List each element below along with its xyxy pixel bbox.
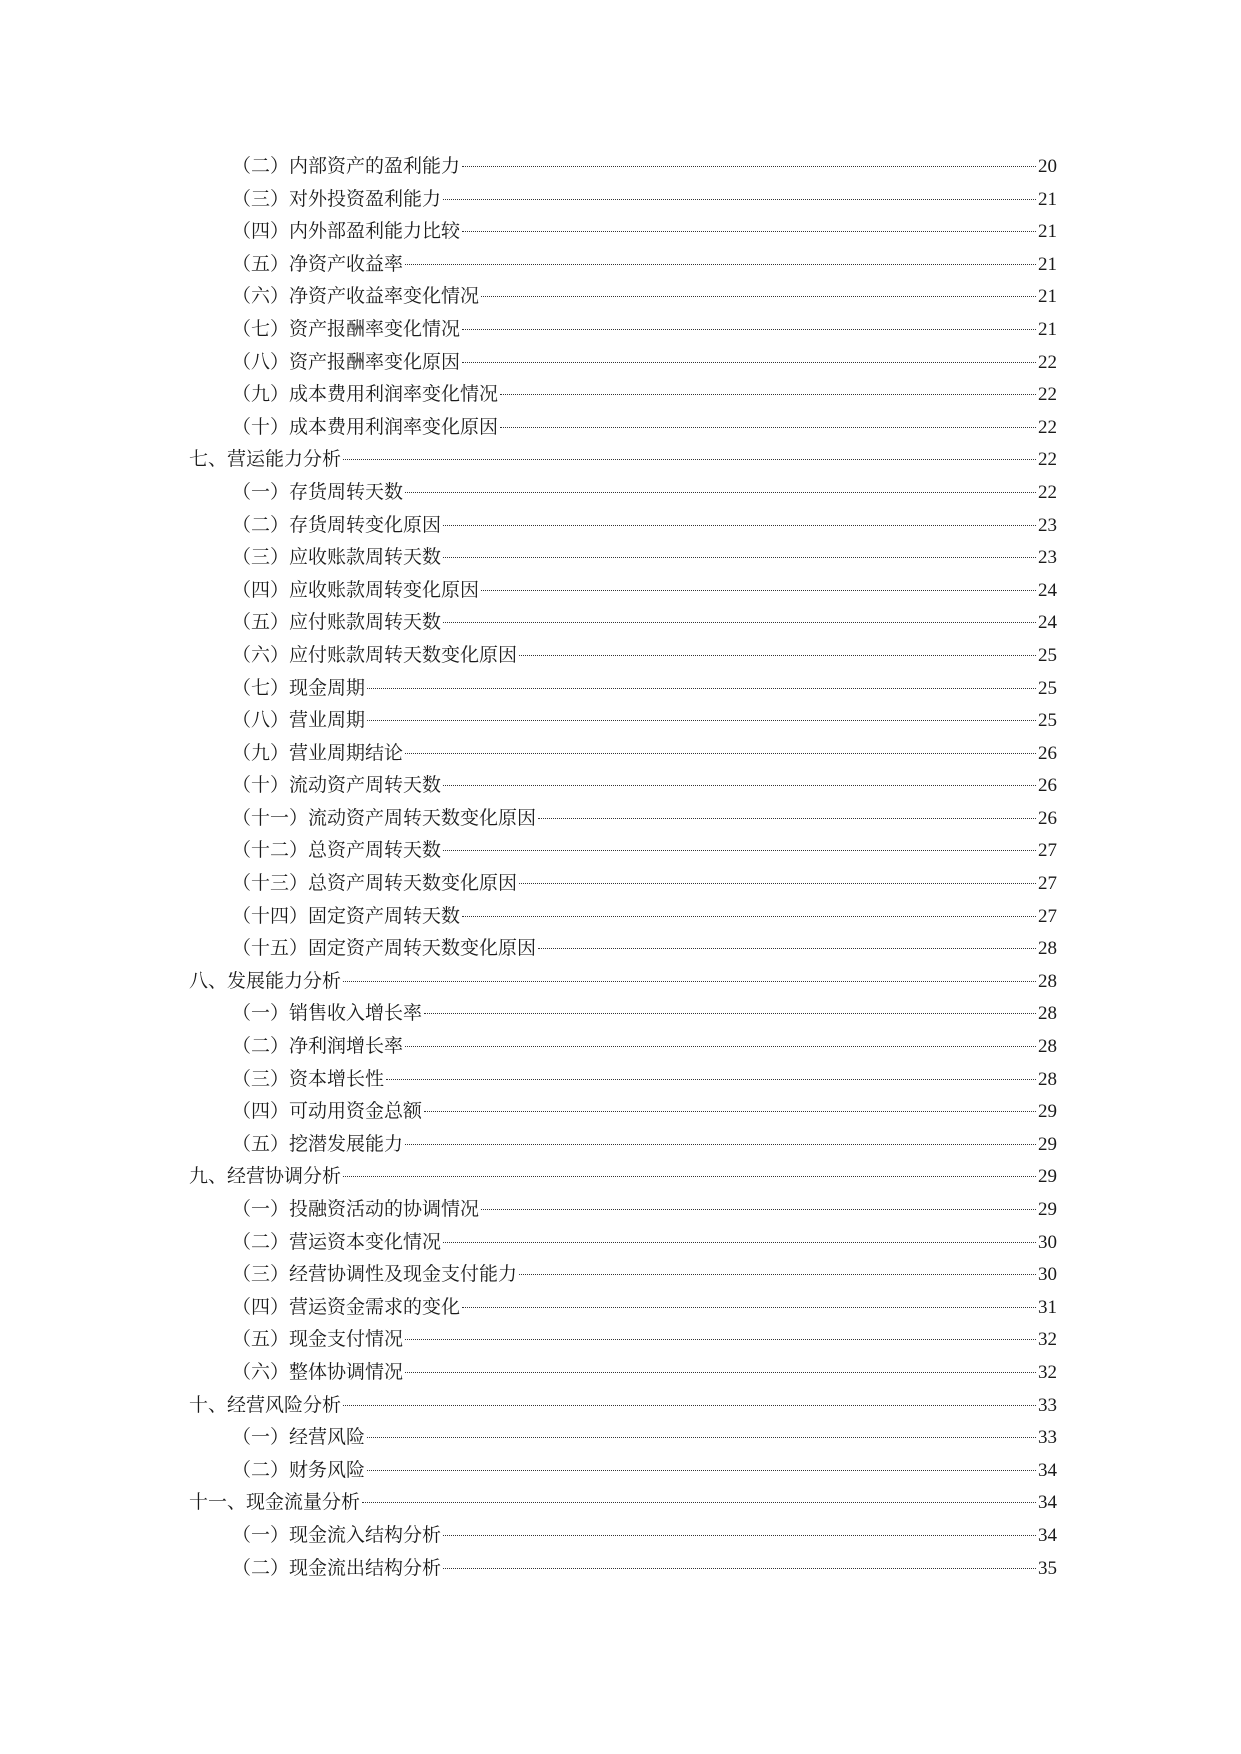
dot-leader [462, 361, 1036, 363]
toc-subsection-entry[interactable] [189, 313, 1057, 346]
toc-subsection-entry[interactable] [189, 606, 1057, 639]
toc-entry-label: （十四）固定资产周转天数 [232, 904, 461, 927]
toc-page-number: 29 [1038, 1199, 1057, 1220]
toc-page-number: 23 [1038, 547, 1057, 569]
toc-entry-label: （一）销售收入增长率 [232, 1002, 423, 1025]
dot-leader [405, 752, 1036, 754]
toc-subsection-entry[interactable] [189, 574, 1057, 607]
toc-entry-label: （一）存货周转天数 [232, 480, 404, 503]
dot-leader [405, 491, 1036, 493]
dot-leader [538, 947, 1036, 949]
toc-page-number: 35 [1038, 1557, 1057, 1579]
toc-page-number: 21 [1038, 221, 1057, 243]
toc-entry-label: （三）资本增长性 [232, 1067, 385, 1090]
toc-entry-label: （五）应付账款周转天数 [232, 611, 442, 634]
toc-page-number: 24 [1038, 579, 1057, 601]
toc-entry-label: 七、营运能力分析 [189, 448, 342, 471]
toc-entry-label: （四）营运资金需求的变化 [232, 1295, 461, 1318]
toc-subsection-entry[interactable] [189, 150, 1057, 183]
dot-leader [443, 784, 1036, 786]
dot-leader [343, 458, 1036, 460]
toc-subsection-entry[interactable] [189, 802, 1057, 835]
toc-page-number: 27 [1038, 873, 1057, 895]
dot-leader [343, 1404, 1036, 1406]
toc-subsection-entry[interactable] [189, 1323, 1057, 1356]
toc-page-number: 34 [1038, 1524, 1057, 1546]
toc-subsection-entry[interactable] [189, 1552, 1057, 1585]
toc-entry-label: （五）净资产收益率 [232, 252, 404, 275]
toc-subsection-entry[interactable] [189, 704, 1057, 737]
dot-leader [367, 719, 1036, 721]
toc-entry-label: （一）现金流入结构分析 [232, 1523, 442, 1546]
dot-leader [367, 1469, 1036, 1471]
toc-page-number: 32 [1038, 1361, 1057, 1383]
toc-entry-label: （二）存货周转变化原因 [232, 513, 442, 536]
toc-subsection-entry[interactable] [189, 997, 1057, 1030]
toc-entry-label: （二）营运资本变化情况 [232, 1230, 442, 1253]
toc-entry-label: （十三）总资产周转天数变化原因 [232, 872, 518, 895]
toc-page-number: 28 [1038, 1036, 1057, 1058]
toc-page-number: 29 [1038, 1101, 1057, 1123]
toc-subsection-entry[interactable] [189, 476, 1057, 509]
dot-leader [343, 980, 1036, 982]
dot-leader [462, 230, 1036, 232]
toc-section-entry[interactable] [189, 1160, 1057, 1193]
toc-entry-label: （一）经营风险 [232, 1426, 366, 1449]
toc-subsection-entry[interactable] [189, 834, 1057, 867]
toc-page-number: 30 [1038, 1264, 1057, 1286]
toc-entry-label: （二）财务风险 [232, 1458, 366, 1481]
dot-leader [500, 426, 1036, 428]
toc-entry-label: （三）应收账款周转天数 [232, 546, 442, 569]
dot-leader [519, 654, 1036, 656]
toc-subsection-entry[interactable] [189, 1291, 1057, 1324]
toc-page-number: 21 [1038, 188, 1057, 210]
dot-leader [462, 1306, 1036, 1308]
dot-leader [481, 295, 1036, 297]
toc-subsection-entry[interactable] [189, 1258, 1057, 1291]
toc-subsection-entry[interactable] [189, 932, 1057, 965]
dot-leader [367, 687, 1036, 689]
toc-page-number: 33 [1038, 1427, 1057, 1449]
toc-page-number: 27 [1038, 905, 1057, 927]
toc-page-number: 23 [1038, 514, 1057, 536]
dot-leader [443, 198, 1036, 200]
toc-page-number: 22 [1038, 481, 1057, 503]
toc-entry-label: （六）整体协调情况 [232, 1360, 404, 1383]
toc-entry-label: （九）营业周期结论 [232, 741, 404, 764]
toc-entry-label: （四）内外部盈利能力比较 [232, 220, 461, 243]
toc-subsection-entry[interactable] [189, 867, 1057, 900]
toc-page-number: 34 [1038, 1459, 1057, 1481]
dot-leader [462, 165, 1036, 167]
toc-page-number: 24 [1038, 612, 1057, 634]
toc-page-number: 28 [1038, 1003, 1057, 1025]
toc-subsection-entry[interactable] [189, 769, 1057, 802]
toc-subsection-entry[interactable] [189, 900, 1057, 933]
toc-page-number: 27 [1038, 840, 1057, 862]
dot-leader [462, 915, 1036, 917]
toc-entry-label: 十、经营风险分析 [189, 1393, 342, 1416]
toc-entry-label: （十五）固定资产周转天数变化原因 [232, 937, 537, 960]
toc-subsection-entry[interactable] [189, 509, 1057, 542]
toc-entry-label: 九、经营协调分析 [189, 1165, 342, 1188]
toc-page-number: 29 [1038, 1166, 1057, 1188]
dot-leader [481, 589, 1036, 591]
toc-page-number: 21 [1038, 253, 1057, 275]
toc-subsection-entry[interactable] [189, 639, 1057, 672]
toc-subsection-entry[interactable] [189, 1063, 1057, 1096]
toc-entry-label: （二）净利润增长率 [232, 1035, 404, 1058]
toc-page-number: 28 [1038, 938, 1057, 960]
dot-leader [443, 849, 1036, 851]
toc-page-number: 26 [1038, 742, 1057, 764]
toc-entry-label: （六）应付账款周转天数变化原因 [232, 643, 518, 666]
toc-subsection-entry[interactable] [189, 183, 1057, 216]
dot-leader [519, 1273, 1036, 1275]
toc-page-number: 25 [1038, 644, 1057, 666]
toc-entry-label: （八）营业周期 [232, 709, 366, 732]
toc-subsection-entry[interactable] [189, 1519, 1057, 1552]
toc-page-number: 31 [1038, 1296, 1057, 1318]
dot-leader [405, 1143, 1036, 1145]
dot-leader [500, 393, 1036, 395]
toc-subsection-entry[interactable] [189, 1226, 1057, 1259]
toc-entry-label: （十）成本费用利润率变化原因 [232, 415, 499, 438]
toc-entry-label: （五）现金支付情况 [232, 1328, 404, 1351]
toc-page-number: 30 [1038, 1231, 1057, 1253]
toc-page-number: 22 [1038, 449, 1057, 471]
dot-leader [538, 817, 1036, 819]
toc-entry-label: 十一、现金流量分析 [189, 1491, 361, 1514]
toc-page-number: 28 [1038, 1068, 1057, 1090]
toc-subsection-entry[interactable] [189, 672, 1057, 705]
toc-subsection-entry[interactable] [189, 1095, 1057, 1128]
dot-leader [443, 621, 1036, 623]
toc-subsection-entry[interactable] [189, 1454, 1057, 1487]
dot-leader [424, 1012, 1036, 1014]
dot-leader [424, 1110, 1036, 1112]
toc-entry-label: （十）流动资产周转天数 [232, 774, 442, 797]
toc-entry-label: （七）现金周期 [232, 676, 366, 699]
dot-leader [405, 1371, 1036, 1373]
toc-page-number: 25 [1038, 710, 1057, 732]
toc-subsection-entry[interactable] [189, 346, 1057, 379]
dot-leader [405, 263, 1036, 265]
toc-page-number: 22 [1038, 384, 1057, 406]
toc-subsection-entry[interactable] [189, 737, 1057, 770]
toc-entry-label: （三）对外投资盈利能力 [232, 187, 442, 210]
toc-entry-label: （十一）流动资产周转天数变化原因 [232, 806, 537, 829]
toc-page-number: 26 [1038, 775, 1057, 797]
toc-page-number: 21 [1038, 286, 1057, 308]
toc-entry-label: （七）资产报酬率变化情况 [232, 317, 461, 340]
toc-page-number: 20 [1038, 156, 1057, 177]
toc-section-entry[interactable] [189, 443, 1057, 476]
toc-subsection-entry[interactable] [189, 215, 1057, 248]
toc-entry-label: （三）经营协调性及现金支付能力 [232, 1263, 518, 1286]
toc-entry-label: （八）资产报酬率变化原因 [232, 350, 461, 373]
toc-subsection-entry[interactable] [189, 1356, 1057, 1389]
toc-page-number: 21 [1038, 318, 1057, 340]
dot-leader [443, 556, 1036, 558]
toc-subsection-entry[interactable] [189, 411, 1057, 444]
toc-entry-label: （一）投融资活动的协调情况 [232, 1198, 480, 1220]
dot-leader [443, 524, 1036, 526]
dot-leader [405, 1045, 1036, 1047]
dot-leader [362, 1501, 1036, 1503]
dot-leader [343, 1175, 1036, 1177]
toc-entry-label: 八、发展能力分析 [189, 969, 342, 992]
toc-entry-label: （二）内部资产的盈利能力 [232, 155, 461, 177]
toc-subsection-entry[interactable] [189, 378, 1057, 411]
toc-page-number: 34 [1038, 1492, 1057, 1514]
dot-leader [386, 1078, 1036, 1080]
dot-leader [405, 1338, 1036, 1340]
toc-page-number: 33 [1038, 1394, 1057, 1416]
toc-subsection-entry[interactable] [189, 1030, 1057, 1063]
table-of-contents [189, 150, 1057, 1584]
toc-page-number: 29 [1038, 1133, 1057, 1155]
dot-leader [519, 882, 1036, 884]
toc-subsection-entry[interactable] [189, 1421, 1057, 1454]
toc-entry-label: （六）净资产收益率变化情况 [232, 285, 480, 308]
dot-leader [443, 1534, 1036, 1536]
toc-section-entry[interactable] [189, 1486, 1057, 1519]
dot-leader [443, 1567, 1036, 1569]
toc-section-entry[interactable] [189, 965, 1057, 998]
toc-section-entry[interactable] [189, 1389, 1057, 1422]
toc-page-number: 25 [1038, 677, 1057, 699]
toc-subsection-entry[interactable] [189, 541, 1057, 574]
toc-subsection-entry[interactable] [189, 1193, 1057, 1226]
toc-page-number: 26 [1038, 807, 1057, 829]
toc-entry-label: （四）可动用资金总额 [232, 1100, 423, 1123]
toc-page-number: 22 [1038, 416, 1057, 438]
dot-leader [481, 1208, 1036, 1210]
toc-subsection-entry[interactable] [189, 248, 1057, 281]
toc-entry-label: （十二）总资产周转天数 [232, 839, 442, 862]
dot-leader [462, 328, 1036, 330]
toc-entry-label: （二）现金流出结构分析 [232, 1556, 442, 1579]
toc-entry-label: （五）挖潜发展能力 [232, 1132, 404, 1155]
toc-entry-label: （四）应收账款周转变化原因 [232, 578, 480, 601]
toc-subsection-entry[interactable] [189, 1128, 1057, 1161]
dot-leader [367, 1436, 1036, 1438]
dot-leader [443, 1241, 1036, 1243]
toc-subsection-entry[interactable] [189, 280, 1057, 313]
toc-page-number: 22 [1038, 351, 1057, 373]
toc-page-number: 28 [1038, 970, 1057, 992]
toc-entry-label: （九）成本费用利润率变化情况 [232, 383, 499, 406]
toc-page-number: 32 [1038, 1329, 1057, 1351]
